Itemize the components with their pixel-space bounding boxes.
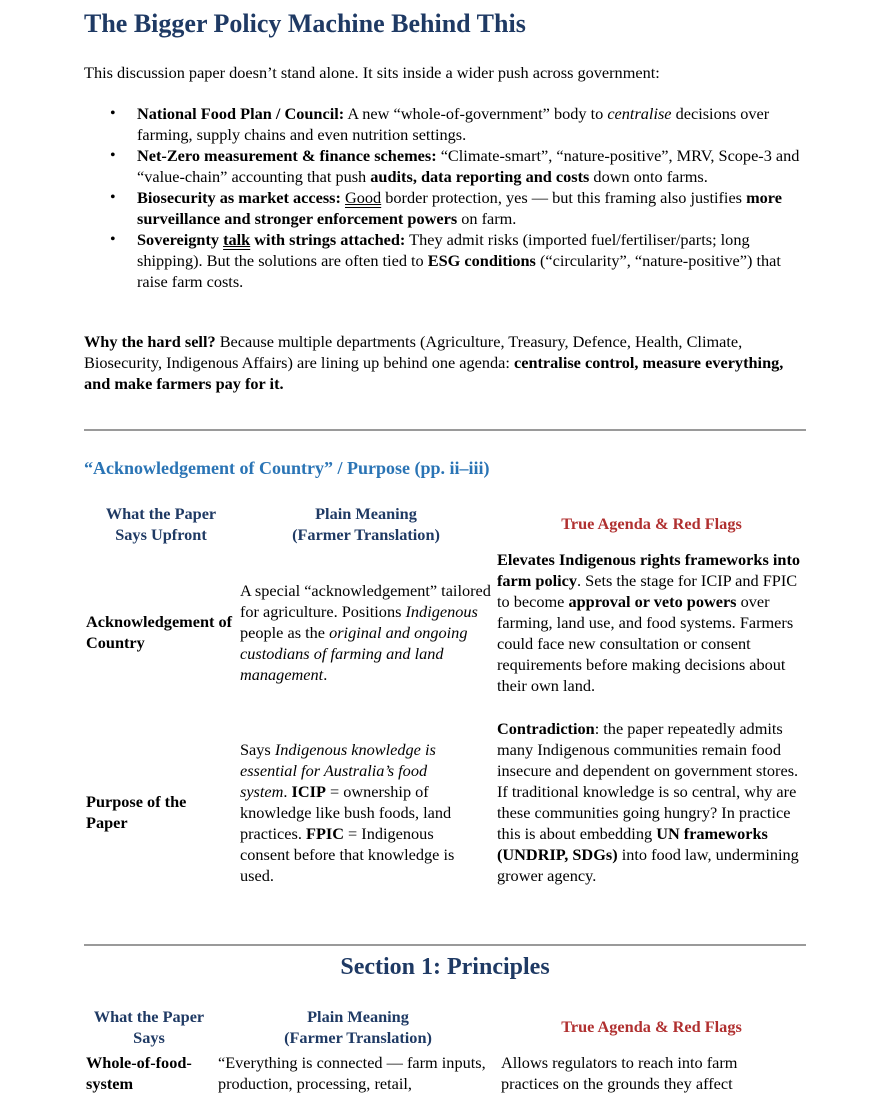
section-heading-acknowledgement: “Acknowledgement of Country” / Purpose (pp. ii–iii) [84,458,490,478]
intro-paragraph: This discussion paper doesn’t stand alone. It sits inside a wider push across government: [84,63,660,82]
list-item: • Biosecurity as market access: Good border protection, yes — but this framing also justifies more surveillance and stronger enforcement powers on farm. [84,187,806,229]
column-header-says: What the Paper Says [93,1007,205,1047]
row-label-acknowledgement: Acknowledgement of Country [86,612,233,652]
column-header-meaning: Plain Meaning (Farmer Translation) [284,1007,432,1047]
agenda-cell: Contradiction: the paper repeatedly admits many Indigenous communities remain food insecure and dependent on government stores. If traditional knowledge is so central, why are these communities going hungry? In practice this is about embedding UN frameworks (UNDRIP, SDGs) into food law, undermining grower agency. [497,719,799,885]
list-item: • Sovereignty talk with strings attached: They admit risks (imported fuel/fertiliser/parts; long shipping). But the solutions are often tied to ESG conditions (“circularity”, “nature-positive”) that raise farm costs. [84,229,806,292]
agenda-cell: Allows regulators to reach into farm practices on the grounds they affect [501,1053,738,1093]
meaning-cell: A special “acknowledgement” tailored for agriculture. Positions Indigenous people as the original and ongoing custodians of farming and land management. [240,581,491,684]
policy-bullet-list [84,103,806,292]
column-header-says: What the Paper Says Upfront [105,504,217,544]
row-label-whole-of-food-system: Whole-of-food-system [86,1053,192,1093]
divider [84,429,806,431]
meaning-cell: “Everything is connected — farm inputs, production, processing, retail, [218,1053,486,1093]
divider [84,944,806,946]
list-item: • National Food Plan / Council: A new “whole-of-government” body to centralise decisions over farming, supply chains and even nutrition settings. [84,103,806,145]
why-paragraph: Why the hard sell? Because multiple departments (Agriculture, Treasury, Defence, Health, Climate, Biosecurity, Indigenous Affairs) are lining up behind one agenda: centralise control, measure everything, and make farmers pay for it. [84,332,784,393]
row-label-purpose: Purpose of the Paper [86,792,187,832]
column-header-agenda: True Agenda & Red Flags [561,1017,742,1036]
agenda-cell: Elevates Indigenous rights frameworks into farm policy. Sets the stage for ICIP and FPIC to become approval or veto powers over farming, land use, and food systems. Farmers could face new consultation or consent requirements before making decisions about their own land. [497,550,801,695]
section-heading-principles: Section 1: Principles [340,954,550,980]
column-header-agenda: True Agenda & Red Flags [561,514,742,533]
list-item: • Net-Zero measurement & finance schemes: “Climate-smart”, “nature-positive”, MRV, Scope-3 and “value-chain” accounting that push audits, data reporting and costs down onto farms. [84,145,806,187]
column-header-meaning: Plain Meaning (Farmer Translation) [292,504,440,544]
meaning-cell: Says Indigenous knowledge is essential for Australia’s food system. ICIP = ownership of knowledge like bush foods, land practices. FPIC = Indigenous consent before that knowledge is used. [240,740,455,885]
page-title: The Bigger Policy Machine Behind This [84,9,526,38]
